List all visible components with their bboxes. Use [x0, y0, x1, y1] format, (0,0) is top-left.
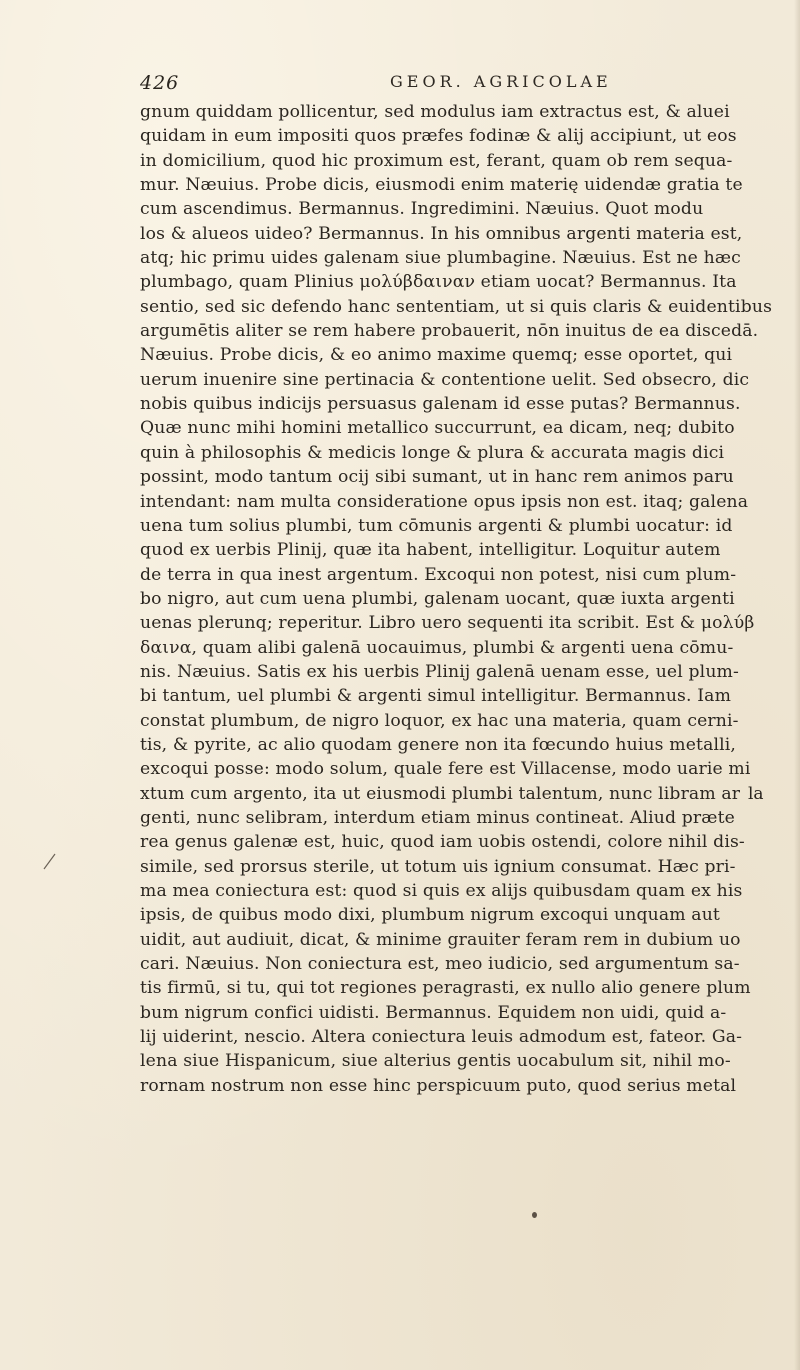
text-line: in domicilium, quod hic proximum est, ferant, quam ob rem sequa- [140, 150, 733, 171]
text-line: quod ex uerbis Plinij, quæ ita habent, intelligitur. Loquitur autem [140, 540, 721, 561]
ink-speck [532, 1212, 537, 1218]
text-line: rornam nostrum non esse hinc perspicuum puto, quod serius metal [140, 1075, 737, 1096]
text-line: uenas plerunq; reperitur. Libro uero sequenti ita scribit. Est & μολύβ [140, 613, 755, 634]
catchword: la [748, 784, 764, 804]
text-line: lij uiderint, nescio. Altera coniectura leuis admodum est, fateor. Ga- [140, 1027, 743, 1048]
text-line: ma mea coniectura est: quod si quis ex alijs quibusdam quam ex his [140, 881, 743, 901]
text-line: bi tantum, uel plumbi & argenti simul intelligitur. Bermannus. Iam [140, 686, 732, 707]
running-head: GEOR. AGRICOLAE [390, 72, 612, 91]
text-line: tis firmū, si tu, qui tot regiones peragrasti, ex nullo alio genere plum [140, 978, 751, 999]
text-body [140, 100, 790, 1098]
text-line: cum ascendimus. Bermannus. Ingredimini. Næuius. Quot modu [140, 199, 704, 220]
text-line: δαινα, quam alibi galenā uocauimus, plumbi & argenti uena cōmu- [140, 637, 734, 658]
text-line: plumbago, quam Plinius μολύβδαιναν etiam uocat? Bermannus. Ita [140, 272, 737, 293]
text-line: mur. Næuius. Probe dicis, eiusmodi enim materię uidendæ gratia te [140, 175, 743, 196]
text-line: constat plumbum, de nigro loquor, ex hac una materia, quam cerni- [140, 710, 739, 731]
text-line: argumētis aliter se rem habere probauerit, nōn inuitus de ea discedā. [140, 321, 759, 342]
text-line: sentio, sed sic defendo hanc sententiam, ut si quis claris & euidentibus [140, 296, 773, 317]
text-line: ipsis, de quibus modo dixi, plumbum nigrum excoqui unquam aut [140, 905, 720, 926]
text-line: nobis quibus indicijs persuasus galenam id esse putas? Bermannus. [140, 394, 741, 415]
text-line: xtum cum argento, ita ut eiusmodi plumbi talentum, nunc libram ar [140, 783, 741, 804]
page-header [140, 72, 780, 100]
text-line: Quæ nunc mihi homini metallico succurrunt, ea dicam, neq; dubito [140, 418, 735, 439]
text-line: de terra in qua inest argentum. Excoqui non potest, nisi cum plum- [140, 564, 737, 585]
page-number: 426 [140, 72, 180, 94]
text-line: intendant: nam multa consideratione opus ipsis non est. itaq; galena [140, 491, 749, 512]
page-edge-shadow [794, 0, 800, 1370]
text-line: uena tum solius plumbi, tum cōmunis argenti & plumbi uocatur: id [140, 515, 733, 536]
text-line: Næuius. Probe dicis, & eo animo maxime quemq; esse oportet, qui [140, 345, 733, 366]
text-line: quin à philosophis & medicis longe & plura & accurata magis dici [140, 442, 725, 463]
text-line: excoqui posse: modo solum, quale fere est Villacense, modo uarie mi [140, 759, 751, 780]
text-line: uidit, aut audiuit, dicat, & minime grauiter feram rem in dubium uo [140, 929, 741, 950]
text-line: genti, nunc selibram, interdum etiam minus contineat. Aliud præte [140, 807, 735, 828]
text-line: gnum quiddam pollicentur, sed modulus iam extractus est, & aluei [140, 102, 730, 122]
text-line: nis. Næuius. Satis ex his uerbis Plinij galenā uenam esse, uel plum- [140, 661, 739, 682]
margin-pen-mark [40, 850, 62, 872]
text-line: bum nigrum confici uidisti. Bermannus. Equidem non uidi, quid a- [140, 1002, 727, 1023]
text-line: uerum inuenire sine pertinacia & contentione uelit. Sed obsecro, dic [140, 369, 750, 390]
text-line: simile, sed prorsus sterile, ut totum uis ignium consumat. Hæc pri- [140, 856, 736, 877]
text-line: atq; hic primu uides galenam siue plumbagine. Næuius. Est ne hæc [140, 248, 741, 269]
text-line: bo nigro, aut cum uena plumbi, galenam uocant, quæ iuxta argenti [140, 588, 735, 609]
text-line: quidam in eum impositi quos præfes fodinæ & alij accipiunt, ut eos [140, 126, 737, 147]
text-line: cari. Næuius. Non coniectura est, meo iudicio, sed argumentum sa- [140, 954, 740, 975]
text-line: rea genus galenæ est, huic, quod iam uobis ostendi, colore nihil dis- [140, 832, 745, 853]
text-line: lena siue Hispanicum, siue alterius gentis uocabulum sit, nihil mo- [140, 1051, 731, 1072]
text-line: los & alueos uideo? Bermannus. In his omnibus argenti materia est, [140, 223, 743, 244]
text-line: tis, & pyrite, ac alio quodam genere non ita fœcundo huius metalli, [140, 734, 737, 755]
text-line: possint, modo tantum ocij sibi sumant, ut in hanc rem animos paru [140, 467, 734, 488]
